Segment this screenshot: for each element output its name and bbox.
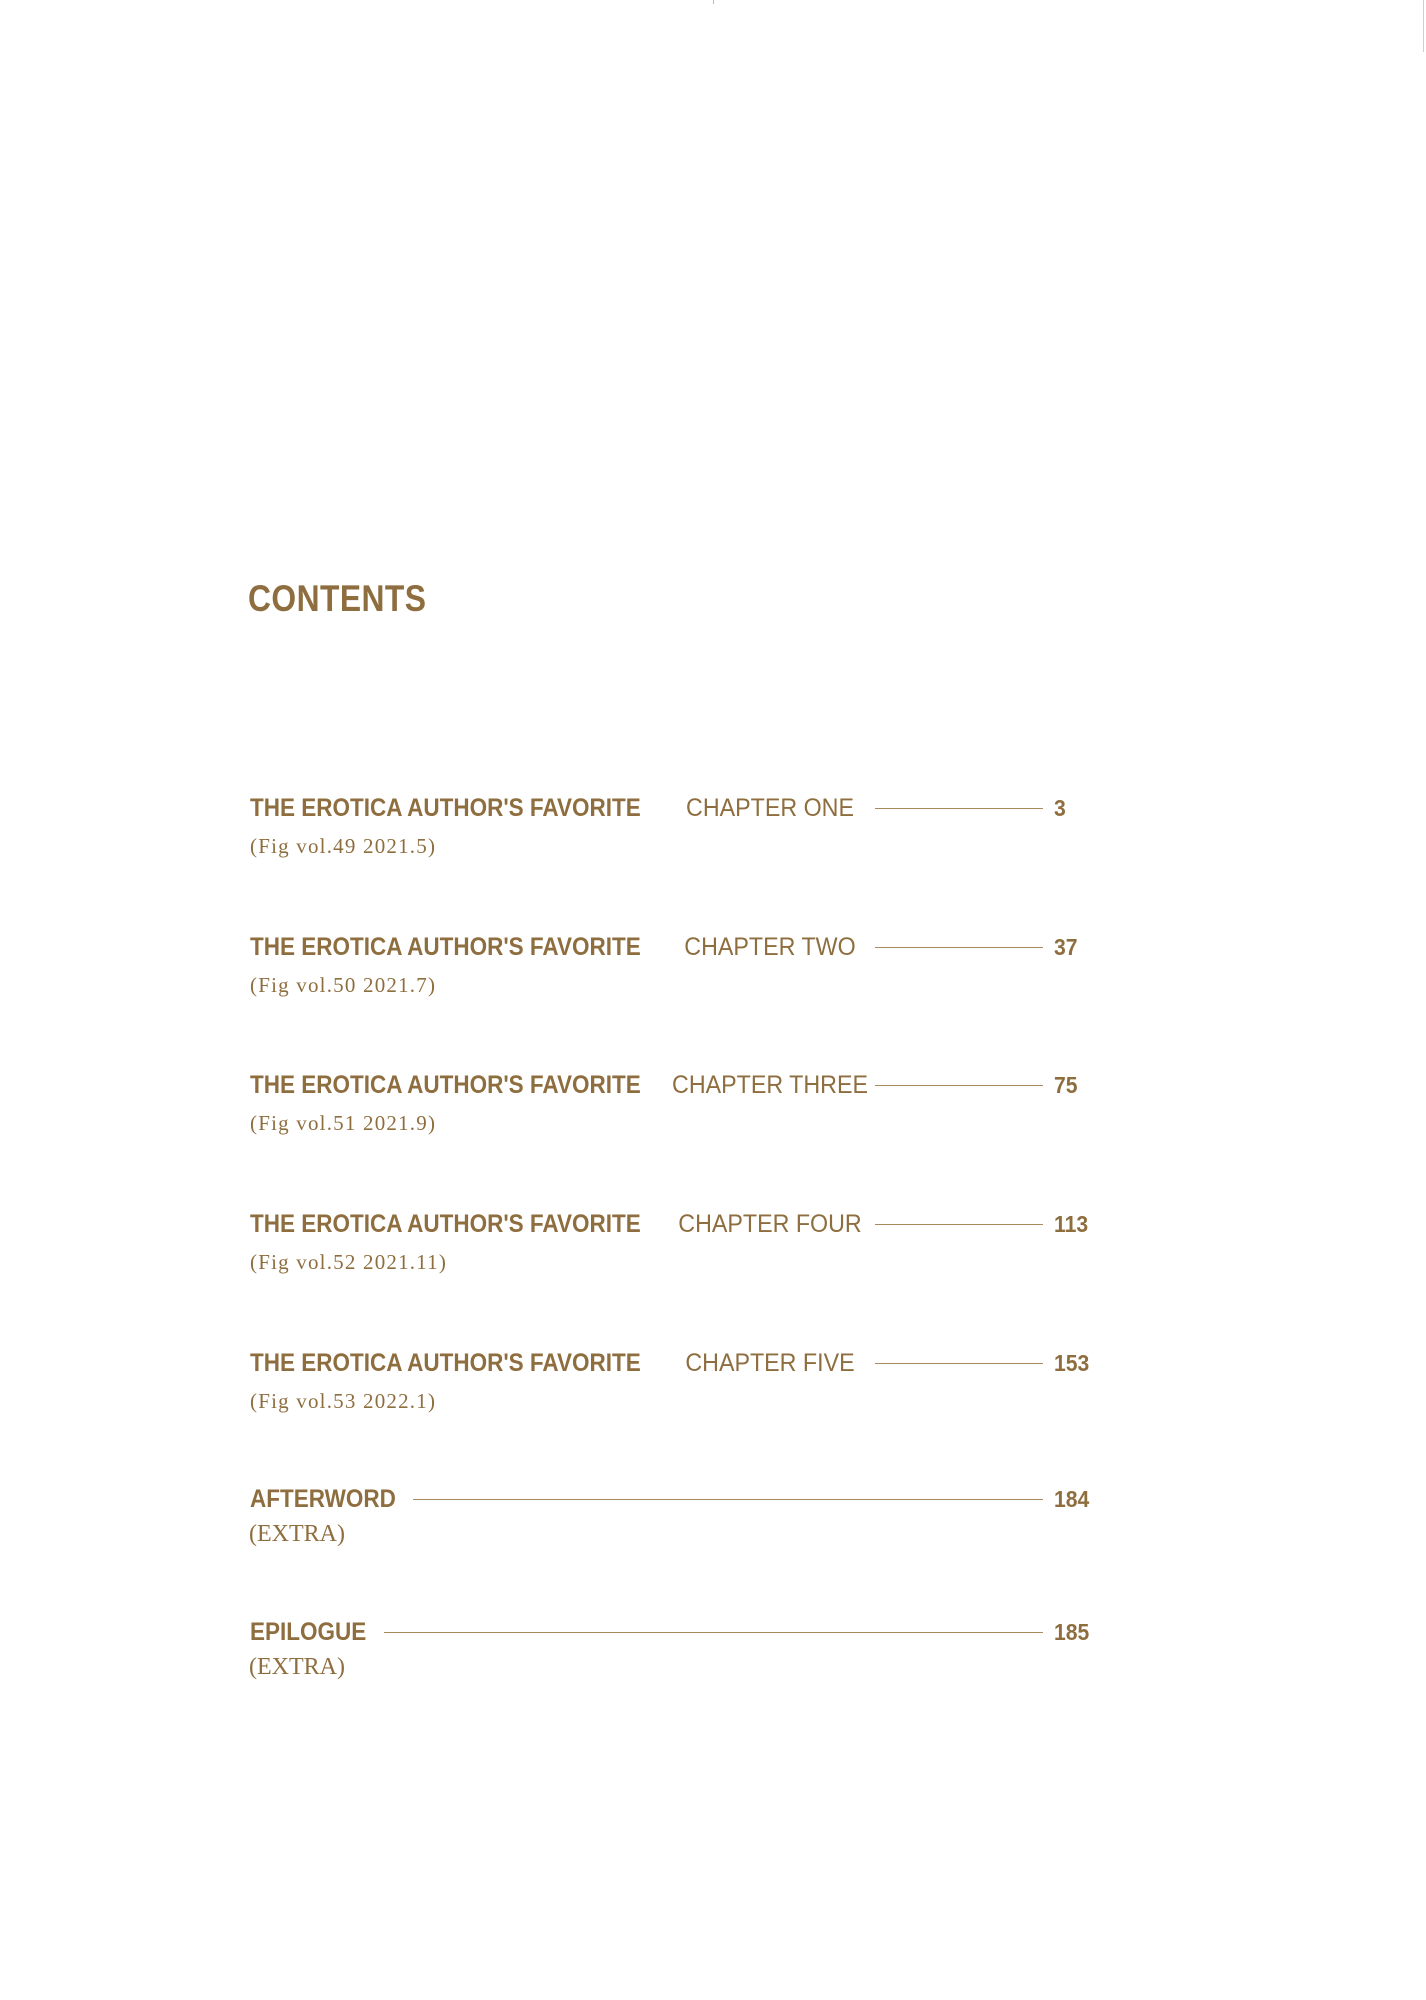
- page-number: 153: [1054, 1350, 1090, 1376]
- page-number: 37: [1054, 934, 1078, 960]
- dotted-leader: [875, 947, 1043, 948]
- toc-entry-chapter-two[interactable]: [0, 929, 1426, 997]
- toc-entry-chapter-five[interactable]: [0, 1345, 1426, 1413]
- chapter-label: CHAPTER THREE: [672, 1071, 868, 1099]
- page-number: 185: [1054, 1619, 1090, 1645]
- chapter-label: CHAPTER TWO: [684, 933, 856, 961]
- contents-heading: CONTENTS: [248, 578, 427, 619]
- toc-entry-row: [0, 1345, 1426, 1381]
- series-title: THE EROTICA AUTHOR'S FAVORITE: [250, 794, 641, 822]
- page-edge-line: [1423, 0, 1424, 52]
- page-number: 75: [1054, 1072, 1078, 1098]
- publication-source: (Fig vol.49 2021.5): [250, 834, 437, 858]
- page-number: 113: [1054, 1211, 1089, 1237]
- dotted-leader: [875, 1224, 1043, 1225]
- series-title: THE EROTICA AUTHOR'S FAVORITE: [250, 1349, 641, 1377]
- toc-entry-afterword[interactable]: [0, 1481, 1426, 1547]
- toc-entry-chapter-four[interactable]: [0, 1206, 1426, 1274]
- chapter-label: CHAPTER FIVE: [685, 1349, 855, 1377]
- publication-source: (Fig vol.52 2021.11): [250, 1250, 448, 1274]
- toc-entry-row: [0, 790, 1426, 826]
- page-number: 3: [1054, 795, 1066, 821]
- dotted-leader: [875, 808, 1043, 809]
- section-title: EPILOGUE: [250, 1618, 367, 1646]
- dotted-leader: [875, 1085, 1043, 1086]
- dotted-leader: [384, 1632, 1043, 1633]
- top-center-mark: [713, 0, 714, 4]
- toc-entry-row: [0, 1067, 1426, 1103]
- dotted-leader: [875, 1363, 1043, 1364]
- toc-entry-row: [0, 1206, 1426, 1242]
- series-title: THE EROTICA AUTHOR'S FAVORITE: [250, 933, 641, 961]
- page-number: 184: [1054, 1486, 1090, 1512]
- extra-note: (EXTRA): [249, 1521, 345, 1547]
- toc-entry-row: [0, 1481, 1426, 1517]
- publication-source: (Fig vol.53 2022.1): [250, 1389, 437, 1413]
- dotted-leader: [413, 1499, 1043, 1500]
- series-title: THE EROTICA AUTHOR'S FAVORITE: [250, 1071, 641, 1099]
- publication-source: (Fig vol.51 2021.9): [250, 1111, 437, 1135]
- toc-entry-row: [0, 929, 1426, 965]
- section-title: AFTERWORD: [250, 1485, 396, 1513]
- toc-entry-chapter-three[interactable]: [0, 1067, 1426, 1135]
- toc-entry-row: [0, 1614, 1426, 1650]
- toc-entry-chapter-one[interactable]: [0, 790, 1426, 858]
- series-title: THE EROTICA AUTHOR'S FAVORITE: [250, 1210, 641, 1238]
- chapter-label: CHAPTER ONE: [686, 794, 854, 822]
- chapter-label: CHAPTER FOUR: [678, 1210, 862, 1238]
- toc-entry-epilogue[interactable]: [0, 1614, 1426, 1680]
- extra-note: (EXTRA): [249, 1654, 345, 1680]
- publication-source: (Fig vol.50 2021.7): [250, 973, 437, 997]
